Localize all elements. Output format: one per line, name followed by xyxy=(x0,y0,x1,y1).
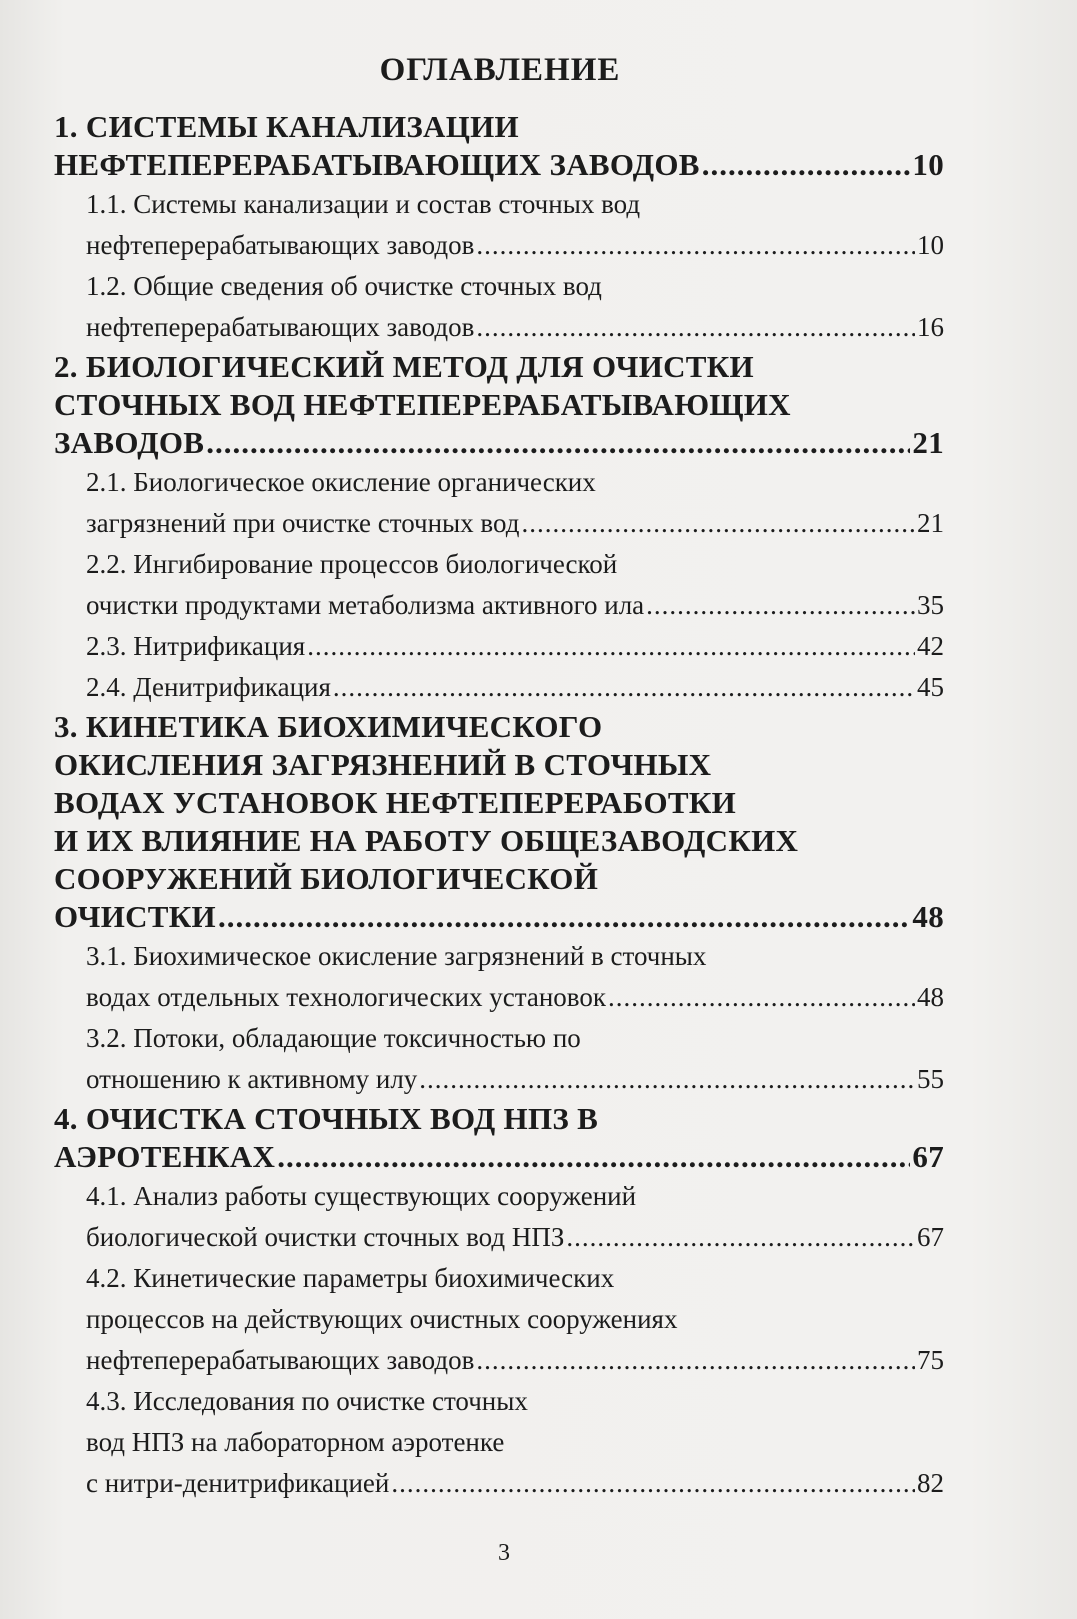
toc-entry-line: И ИХ ВЛИЯНИЕ НА РАБОТУ ОБЩЕЗАВОДСКИХ xyxy=(54,823,799,858)
toc-entry-line: с нитри-денитрификацией xyxy=(86,1468,390,1498)
toc-page-number: 55 xyxy=(917,1064,944,1094)
toc-page-number: 67 xyxy=(917,1222,944,1252)
toc-page-number: 21 xyxy=(912,425,944,460)
toc-chapter-entry xyxy=(54,108,944,184)
page-title: ОГЛАВЛЕНИЕ xyxy=(379,52,621,88)
toc-page-number: 45 xyxy=(917,672,944,702)
toc-entry-line: 2.2. Ингибирование процессов биологической xyxy=(86,549,618,579)
toc-entry-line: вод НПЗ на лабораторном аэротенке xyxy=(86,1427,505,1457)
toc-entry-last-line xyxy=(86,503,944,544)
toc-entry-line: биологической очистки сточных вод НПЗ xyxy=(86,1222,565,1252)
toc-page-number: 10 xyxy=(912,147,944,182)
toc-entry-line: СООРУЖЕНИЙ БИОЛОГИЧЕСКОЙ xyxy=(54,861,599,896)
toc-entry-line: ОКИСЛЕНИЯ ЗАГРЯЗНЕНИЙ В СТОЧНЫХ xyxy=(54,747,712,782)
toc-entry-line: 1.1. Системы канализации и состав сточных вод xyxy=(86,189,641,219)
toc-page-number: 67 xyxy=(912,1139,944,1174)
toc-entry-line: НЕФТЕПЕРЕРАБАТЫВАЮЩИХ ЗАВОДОВ xyxy=(54,147,700,182)
toc-entry-line: отношению к активному илу xyxy=(86,1064,418,1094)
toc-entry-line: процессов на действующих очистных сооружениях xyxy=(86,1304,678,1334)
toc-page-number: 10 xyxy=(917,230,944,260)
toc-entry-line: 2.4. Денитрификация xyxy=(86,672,331,702)
toc-entry-last-line xyxy=(86,585,944,626)
toc-page-number: 42 xyxy=(917,631,944,661)
toc-entry-line: 1. СИСТЕМЫ КАНАЛИЗАЦИИ xyxy=(54,109,519,144)
toc-entry-last-line xyxy=(54,424,944,462)
toc-section-entry xyxy=(54,936,944,1018)
toc-section-entry xyxy=(54,626,944,667)
toc-section-entry xyxy=(54,1176,944,1258)
toc-entry-line: СТОЧНЫХ ВОД НЕФТЕПЕРЕРАБАТЫВАЮЩИХ xyxy=(54,387,791,422)
toc-page-number: 21 xyxy=(917,508,944,538)
toc-section-entry xyxy=(54,667,944,708)
toc-entry-last-line xyxy=(86,1340,944,1381)
toc-entry-line: 1.2. Общие сведения об очистке сточных вод xyxy=(86,271,602,301)
dot-leader xyxy=(646,585,915,626)
toc-section-entry xyxy=(54,1381,944,1504)
toc-entry-line: 4.1. Анализ работы существующих сооружений xyxy=(86,1181,637,1211)
toc-entry-line: очистки продуктами метаболизма активного ила xyxy=(86,590,645,620)
toc-entry-line: загрязнений при очистке сточных вод xyxy=(86,508,520,538)
toc-entry-line: нефтеперерабатывающих заводов xyxy=(86,1345,475,1375)
toc-entry-line: ВОДАХ УСТАНОВОК НЕФТЕПЕРЕРАБОТКИ xyxy=(54,785,737,820)
toc-entry-last-line xyxy=(86,1059,944,1100)
toc-entry-line: 2. БИОЛОГИЧЕСКИЙ МЕТОД ДЛЯ ОЧИСТКИ xyxy=(54,349,754,384)
toc-chapter-entry xyxy=(54,708,944,936)
dot-leader xyxy=(218,898,910,936)
toc-entry-line: 2.3. Нитрификация xyxy=(86,631,306,661)
dot-leader xyxy=(307,626,915,667)
toc-entry-last-line xyxy=(86,1217,944,1258)
toc-section-entry xyxy=(54,1258,944,1381)
toc-entry-line: 4.3. Исследования по очистке сточных xyxy=(86,1386,528,1416)
toc-section-entry xyxy=(54,184,944,266)
dot-leader xyxy=(521,503,915,544)
toc-page-number: 75 xyxy=(917,1345,944,1375)
toc-page-number: 82 xyxy=(917,1468,944,1498)
toc-entry-last-line xyxy=(86,1463,944,1504)
toc-entry-last-line xyxy=(86,977,944,1018)
dot-leader xyxy=(391,1463,915,1504)
toc-entry-last-line xyxy=(54,898,944,936)
toc-entry-line: ОЧИСТКИ xyxy=(54,899,216,934)
dot-leader xyxy=(419,1059,915,1100)
dot-leader xyxy=(566,1217,915,1258)
dot-leader xyxy=(476,307,915,348)
toc-page-number: 48 xyxy=(912,899,944,934)
dot-leader xyxy=(333,667,915,708)
toc-entry-last-line xyxy=(86,667,944,708)
toc-entry-last-line xyxy=(86,225,944,266)
toc-entry-last-line xyxy=(54,1138,944,1176)
toc-chapter-entry xyxy=(54,1100,944,1176)
toc-section-entry xyxy=(54,266,944,348)
toc-page-number: 48 xyxy=(917,982,944,1012)
toc-entry-line: 4.2. Кинетические параметры биохимических xyxy=(86,1263,615,1293)
toc-entry-line: 4. ОЧИСТКА СТОЧНЫХ ВОД НПЗ В xyxy=(54,1101,599,1136)
dot-leader xyxy=(277,1138,910,1176)
toc-entry-last-line xyxy=(86,307,944,348)
toc-entry-line: ЗАВОДОВ xyxy=(54,425,205,460)
toc-entry-line: 3.2. Потоки, обладающие токсичностью по xyxy=(86,1023,581,1053)
dot-leader xyxy=(476,225,915,266)
toc-chapter-entry xyxy=(54,348,944,462)
toc-entry-line: 2.1. Биологическое окисление органических xyxy=(86,467,596,497)
dot-leader xyxy=(702,146,911,184)
toc-entry-line: 3. КИНЕТИКА БИОХИМИЧЕСКОГО xyxy=(54,709,603,744)
dot-leader xyxy=(476,1340,915,1381)
toc-entry-line: 3.1. Биохимическое окисление загрязнений в сточных xyxy=(86,941,707,971)
table-of-contents xyxy=(54,108,944,1504)
toc-section-entry xyxy=(54,462,944,544)
toc-entry-last-line xyxy=(86,626,944,667)
toc-entry-line: нефтеперерабатывающих заводов xyxy=(86,312,475,342)
toc-section-entry xyxy=(54,544,944,626)
toc-entry-line: водах отдельных технологических установок xyxy=(86,982,606,1012)
dot-leader xyxy=(608,977,915,1018)
toc-section-entry xyxy=(54,1018,944,1100)
dot-leader xyxy=(206,424,910,462)
toc-page-number: 35 xyxy=(917,590,944,620)
toc-entry-last-line xyxy=(54,146,944,184)
toc-page-number: 16 xyxy=(917,312,944,342)
toc-entry-line: АЭРОТЕНКАХ xyxy=(54,1139,276,1174)
page-number: 3 xyxy=(498,1540,510,1566)
toc-entry-line: нефтеперерабатывающих заводов xyxy=(86,230,475,260)
